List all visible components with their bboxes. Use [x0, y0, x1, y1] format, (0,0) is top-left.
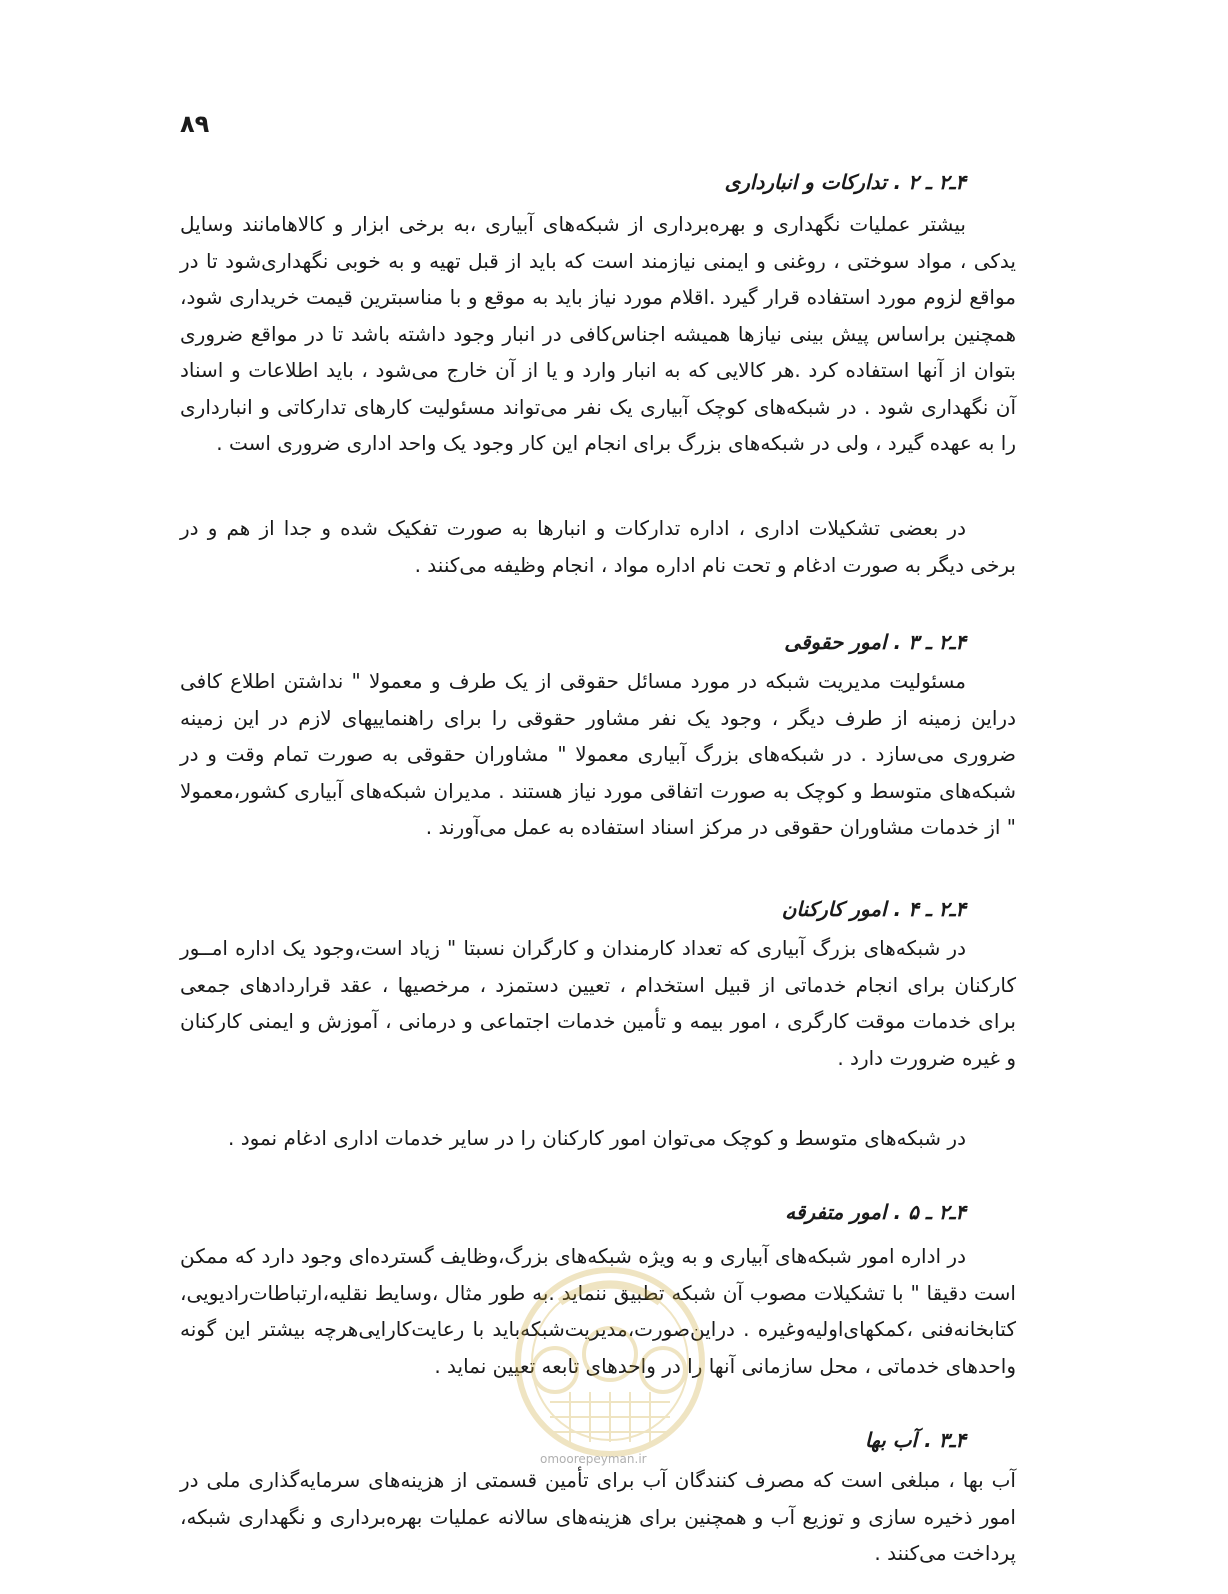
- section-heading-legal-affairs: ۴ـ۲ ـ ۳ . امور حقوقی: [784, 630, 966, 654]
- paragraph-personnel-affairs-1: در شبکه‌های بزرگ آبیاری که تعداد کارمندان و کارگران نسبتا " زیاد است،وجود یک اداره امــور کارکنان برای انجام خدماتی از قبیل استخدام ، تعیین دستمزد ، مرخصیها ، عقد قراردادهای جمعی برای خدمات موقت کارگری ، امور بیمه و تأمین خدمات اجتماعی و درمانی ، آموزش و ایمنی کارکنان و غیره ضرورت دارد .: [180, 936, 1016, 1070]
- paragraph-procurement-2: در بعضی تشکیلات اداری ، اداره تدارکات و انبارها به صورت تفکیک شده و جدا از هم و در برخی دیگر به صورت ادغام و تحت نام اداره مواد ، انجام وظیفه می‌کنند .: [180, 516, 1016, 577]
- watermark-site: omoorepeyman.ir: [540, 1452, 647, 1466]
- paragraph-procurement-1: بیشتر عملیات نگهداری و بهره‌برداری از شبکه‌های آبیاری ،به برخی ابزار و کالاهامانند وسایل یدکی ، مواد سوختی ، روغنی و ایمنی نیازمند است که باید از قبل تهیه و به خوبی نگهداری‌شود تا در مواقع لزوم مورد استفاده قرار گیرد .اقلام مورد نیاز باید به موقع و با مناسبترین قیمت خریداری شود، همچنین براساس پیش بینی نیازها همیشه اجناس‌کافی در انبار وجود داشته باشد تا در مواقع ضروری بتوان از آنها استفاده کرد .هر کالایی که به انبار وارد و یا از آن خارج می‌شود ، باید اطلاعات و اسناد آن نگهداری شود . در شبکه‌های کوچک آبیاری یک نفر می‌تواند مسئولیت کارهای تدارکاتی و انبارداری را به عهده گیرد ، ولی در شبکه‌های بزرگ برای انجام این کار وجود یک واحد اداری ضروری است .: [180, 212, 1016, 455]
- paragraph-water-fee: آب بها ، مبلغی است که مصرف کنندگان آب برای تأمین قسمتی از هزینه‌های سرمایه‌گذاری ملی در امور ذخیره سازی و توزیع آب و همچنین برای هزینه‌های سالانه عملیات بهره‌برداری و نگهداری شبکه، پرداخت می‌کنند .: [180, 1468, 1016, 1565]
- section-heading-procurement: ۴ـ۲ ـ ۲ . تدارکات و انبارداری: [724, 170, 966, 194]
- page-number: ۸۹: [180, 110, 210, 138]
- section-heading-water-fee: ۴ـ۳ . آب بها: [864, 1428, 966, 1452]
- paragraph-legal-affairs: مسئولیت مدیریت شبکه در مورد مسائل حقوقی از یک طرف و معمولا " نداشتن اطلاع کافی دراین زمینه از طرف دیگر ، وجود یک نفر مشاور حقوقی را برای راهنماییهای لازم در این زمینه ضروری می‌سازد . در شبکه‌های بزرگ آبیاری معمولا " مشاوران حقوقی به صورت تمام وقت و در شبکه‌های متوسط و کوچک به صورت اتفاقی مورد نیاز هستند . مدیران شبکه‌های آبیاری کشور،معمولا " از خدمات مشاوران حقوقی در مرکز اسناد استفاده به عمل می‌آورند .: [180, 669, 1016, 839]
- section-heading-personnel-affairs: ۴ـ۲ ـ ۴ . امور کارکنان: [781, 897, 966, 921]
- seal-stamp-icon: [500, 1262, 720, 1462]
- paragraph-miscellaneous: در اداره امور شبکه‌های آبیاری و به ویژه شبکه‌های بزرگ،وظایف گسترده‌ای وجود دارد که ممکن است دقیقا " با تشکیلات مصوب آن شبکه تطبیق ننماید .به طور مثال ،وسایط نقلیه،ارتباطات‌رادیویی، کتابخانه‌فنی ،کمکهای‌اولیه‌وغیره . در‌این‌صورت،مدیریت‌شبکه‌باید با رعایت‌کارایی‌هرچه بیشتر این گونه واحدهای خدماتی ، محل سازمانی آنها را در واحدهای تابعه تعیین نماید .: [180, 1244, 1016, 1378]
- section-heading-miscellaneous: ۴ـ۲ ـ ۵ . امور متفرقه: [785, 1200, 966, 1224]
- paragraph-personnel-affairs-2: در شبکه‌های متوسط و کوچک می‌توان امور کارکنان را در سایر خدمات اداری ادغام نمود .: [228, 1126, 966, 1150]
